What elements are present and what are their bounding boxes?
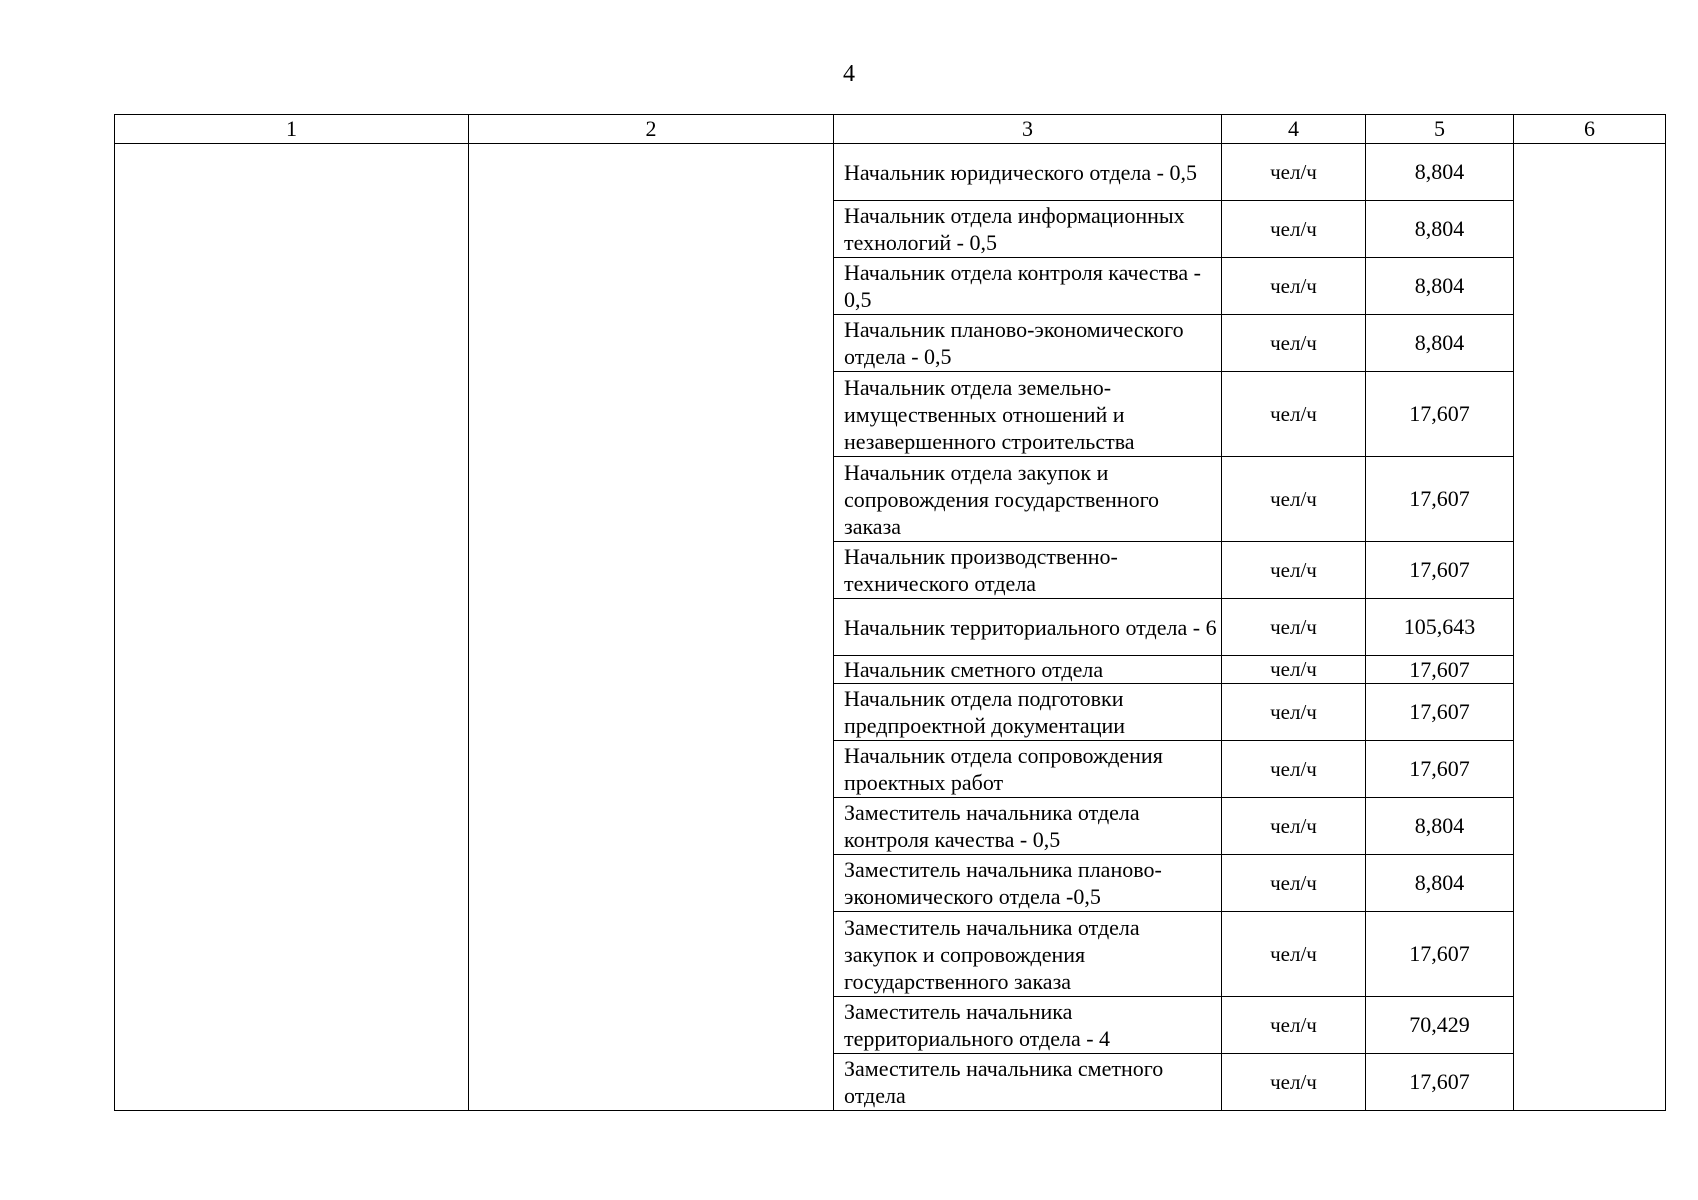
column-6-cell bbox=[1514, 144, 1666, 1111]
position-cell: Начальник территориального отдела - 6 bbox=[834, 599, 1222, 656]
unit-cell: чел/ч bbox=[1222, 684, 1366, 741]
value-cell: 105,643 bbox=[1366, 599, 1514, 656]
value-cell: 8,804 bbox=[1366, 855, 1514, 912]
unit-cell: чел/ч bbox=[1222, 201, 1366, 258]
position-cell: Начальник сметного отдела bbox=[834, 656, 1222, 684]
column-header-2: 2 bbox=[469, 115, 834, 144]
value-cell: 8,804 bbox=[1366, 201, 1514, 258]
page-number: 4 bbox=[843, 61, 855, 87]
position-cell: Заместитель начальника отдела закупок и сопровождения государственного заказа bbox=[834, 912, 1222, 997]
position-cell: Начальник отдела закупок и сопровождения государственного заказа bbox=[834, 457, 1222, 542]
position-cell: Начальник юридического отдела - 0,5 bbox=[834, 144, 1222, 201]
value-cell: 8,804 bbox=[1366, 144, 1514, 201]
unit-cell: чел/ч bbox=[1222, 315, 1366, 372]
position-cell: Заместитель начальника планово-экономического отдела -0,5 bbox=[834, 855, 1222, 912]
position-cell: Заместитель начальника отдела контроля качества - 0,5 bbox=[834, 798, 1222, 855]
value-cell: 17,607 bbox=[1366, 1054, 1514, 1111]
value-cell: 17,607 bbox=[1366, 912, 1514, 997]
position-cell: Начальник отдела сопровождения проектных работ bbox=[834, 741, 1222, 798]
value-cell: 17,607 bbox=[1366, 741, 1514, 798]
position-cell: Начальник отдела контроля качества - 0,5 bbox=[834, 258, 1222, 315]
column-2-cell bbox=[469, 144, 834, 1111]
unit-cell: чел/ч bbox=[1222, 599, 1366, 656]
table-row bbox=[115, 144, 1666, 201]
unit-cell: чел/ч bbox=[1222, 542, 1366, 599]
value-cell: 70,429 bbox=[1366, 997, 1514, 1054]
value-cell: 17,607 bbox=[1366, 542, 1514, 599]
position-cell: Начальник отдела земельно-имущественных отношений и незавершенного строительства bbox=[834, 372, 1222, 457]
unit-cell: чел/ч bbox=[1222, 741, 1366, 798]
position-cell: Заместитель начальника сметного отдела bbox=[834, 1054, 1222, 1111]
value-cell: 8,804 bbox=[1366, 315, 1514, 372]
value-cell: 8,804 bbox=[1366, 258, 1514, 315]
data-table bbox=[114, 114, 1666, 1111]
unit-cell: чел/ч bbox=[1222, 912, 1366, 997]
unit-cell: чел/ч bbox=[1222, 855, 1366, 912]
header-row bbox=[115, 115, 1666, 144]
position-cell: Начальник отдела информационных технологий - 0,5 bbox=[834, 201, 1222, 258]
column-header-4: 4 bbox=[1222, 115, 1366, 144]
column-header-5: 5 bbox=[1366, 115, 1514, 144]
unit-cell: чел/ч bbox=[1222, 457, 1366, 542]
position-cell: Начальник планово-экономического отдела - 0,5 bbox=[834, 315, 1222, 372]
column-1-cell bbox=[115, 144, 469, 1111]
unit-cell: чел/ч bbox=[1222, 656, 1366, 684]
value-cell: 17,607 bbox=[1366, 372, 1514, 457]
value-cell: 17,607 bbox=[1366, 656, 1514, 684]
value-cell: 17,607 bbox=[1366, 457, 1514, 542]
column-header-1: 1 bbox=[115, 115, 469, 144]
column-header-3: 3 bbox=[834, 115, 1222, 144]
unit-cell: чел/ч bbox=[1222, 144, 1366, 201]
unit-cell: чел/ч bbox=[1222, 997, 1366, 1054]
unit-cell: чел/ч bbox=[1222, 258, 1366, 315]
position-cell: Заместитель начальника территориального отдела - 4 bbox=[834, 997, 1222, 1054]
unit-cell: чел/ч bbox=[1222, 372, 1366, 457]
unit-cell: чел/ч bbox=[1222, 1054, 1366, 1111]
column-header-6: 6 bbox=[1514, 115, 1666, 144]
unit-cell: чел/ч bbox=[1222, 798, 1366, 855]
position-cell: Начальник отдела подготовки предпроектной документации bbox=[834, 684, 1222, 741]
value-cell: 8,804 bbox=[1366, 798, 1514, 855]
position-cell: Начальник производственно-технического отдела bbox=[834, 542, 1222, 599]
value-cell: 17,607 bbox=[1366, 684, 1514, 741]
